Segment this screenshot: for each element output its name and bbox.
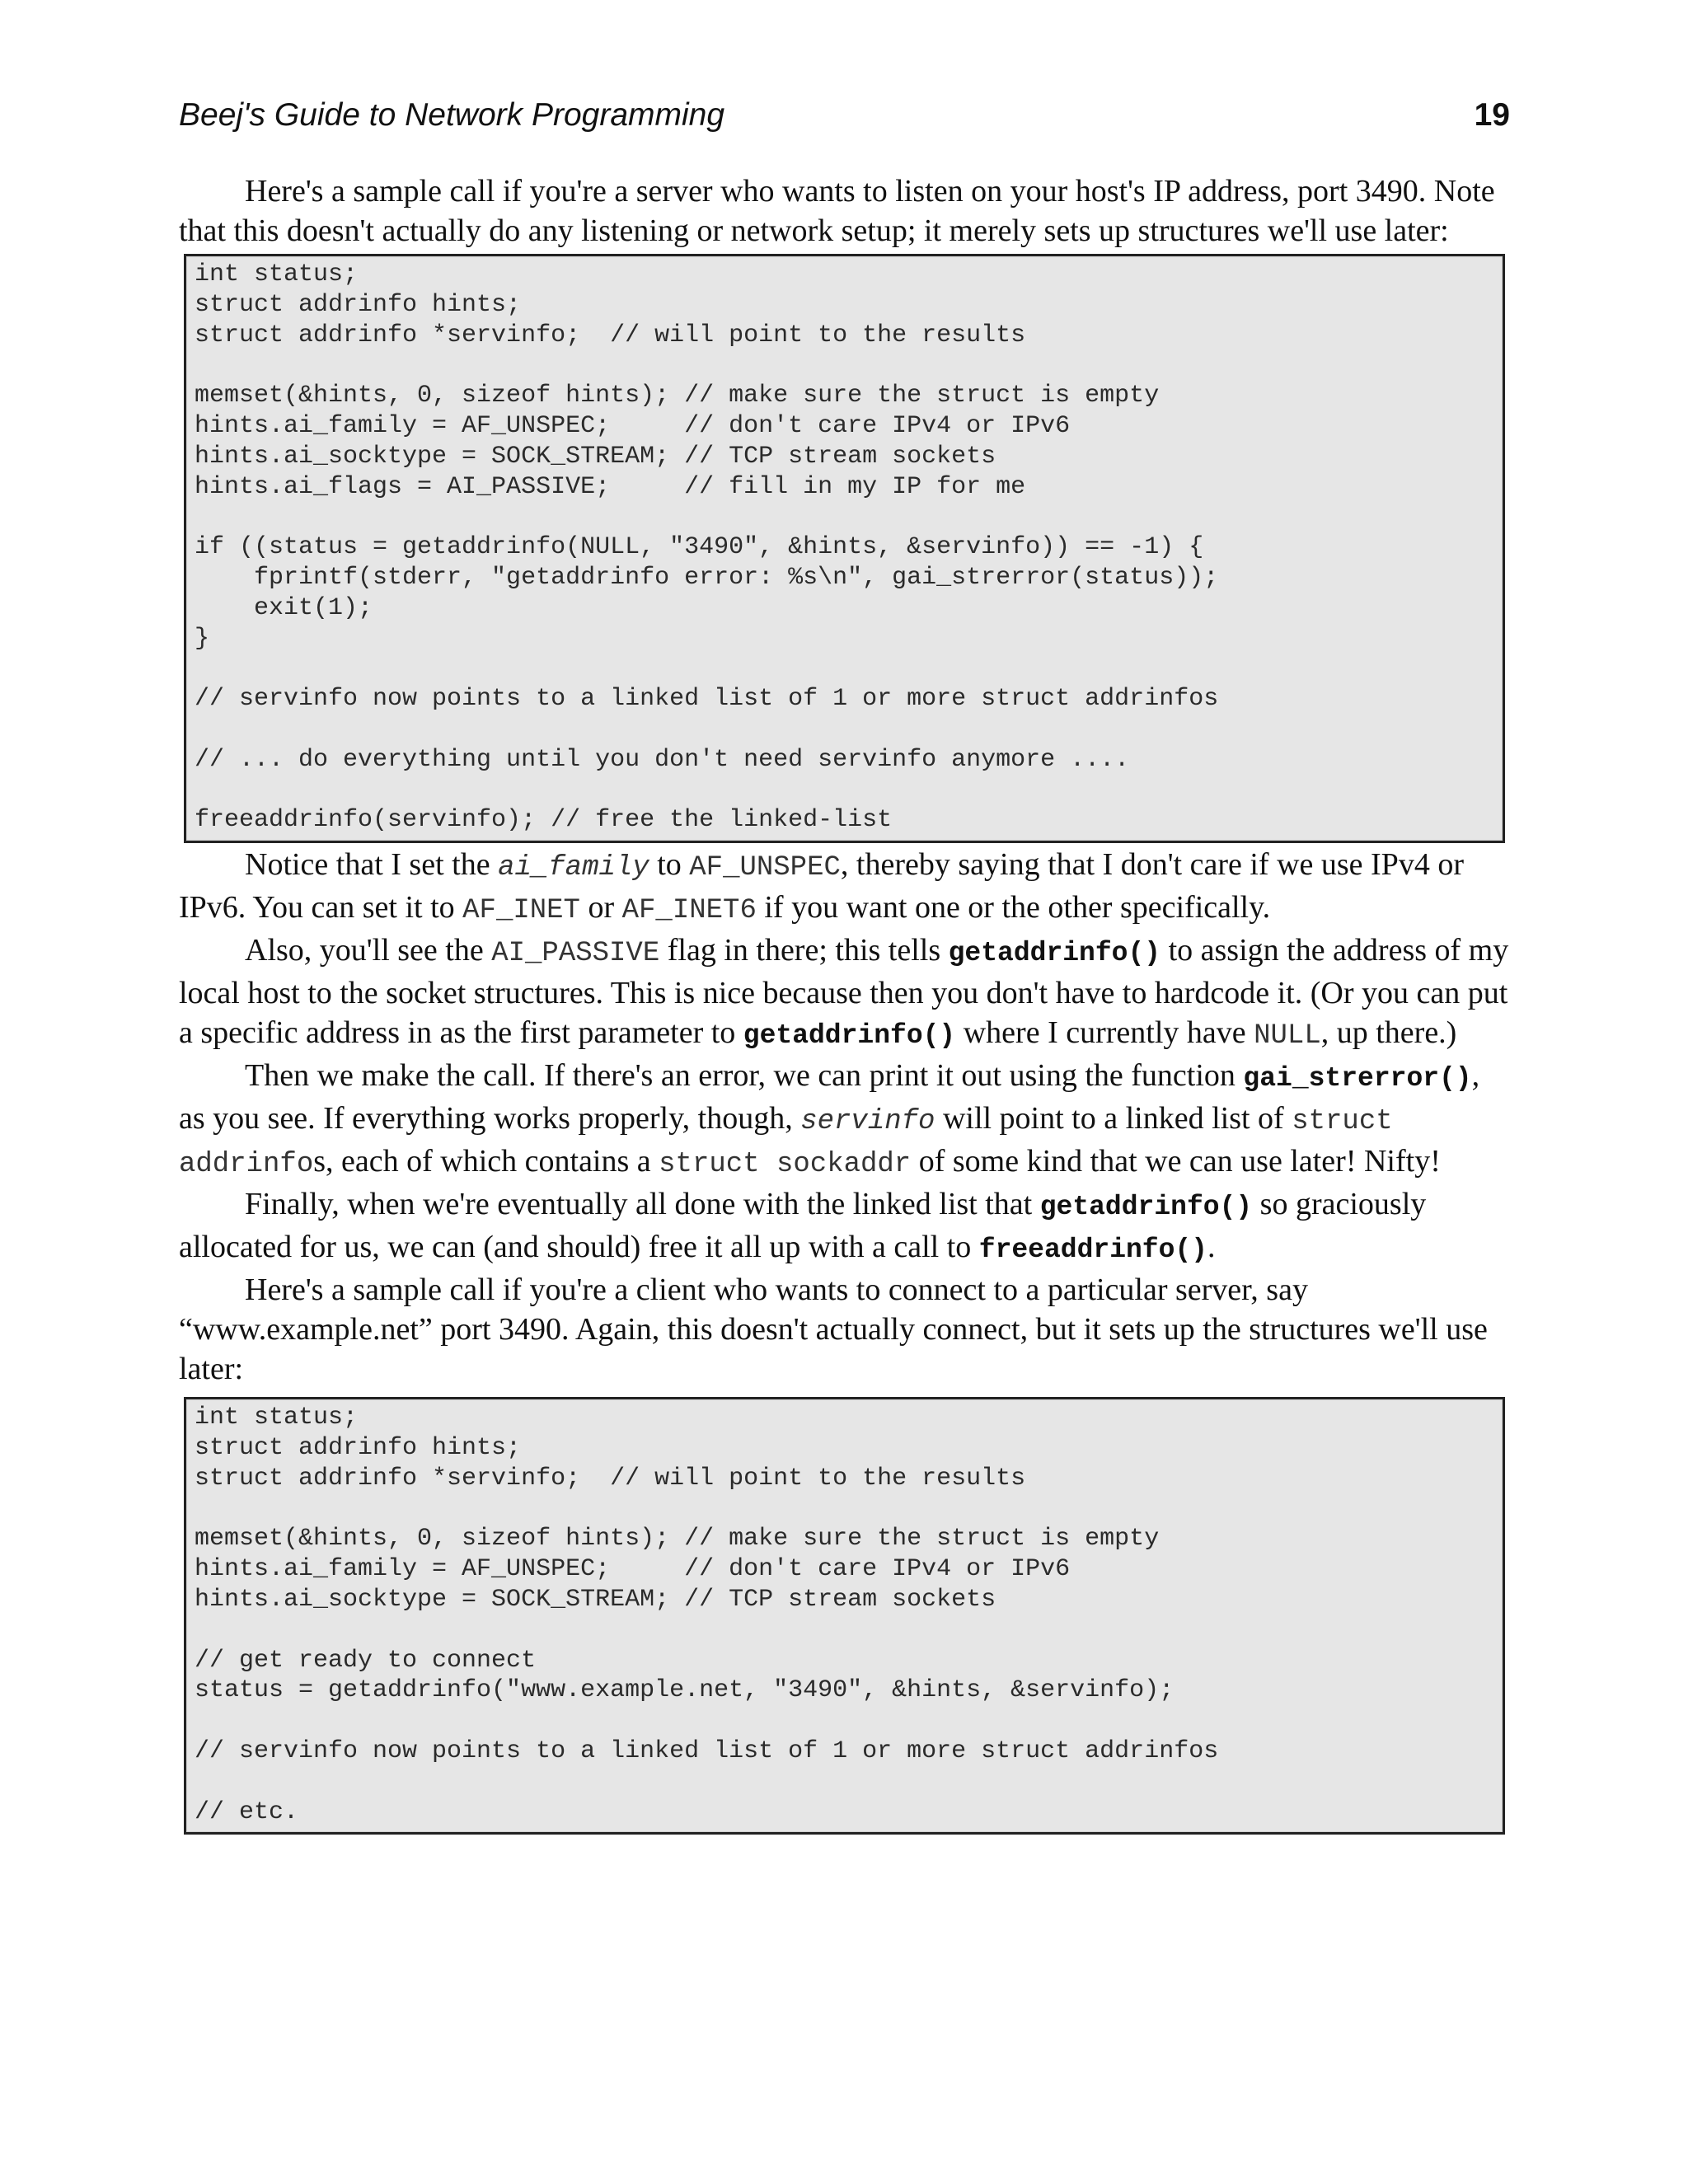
- inline-code-ai-family: ai_family: [498, 852, 649, 884]
- text-run: if you want one or the other specifically.: [756, 890, 1271, 926]
- function-name-getaddrinfo: getaddrinfo(): [1039, 1192, 1253, 1223]
- inline-code-null: NULL: [1254, 1020, 1321, 1052]
- inline-code-servinfo: servinfo: [800, 1106, 935, 1138]
- text-run: flag in there; this tells: [659, 933, 949, 968]
- inline-code-af-inet: AF_INET: [462, 895, 580, 927]
- text-run: , up there.): [1320, 1015, 1457, 1051]
- function-name-freeaddrinfo: freeaddrinfo(): [978, 1235, 1208, 1266]
- function-name-gai-strerror: gai_strerror(): [1243, 1063, 1472, 1094]
- paragraph-make-call: [179, 1056, 1510, 1184]
- function-name-getaddrinfo: getaddrinfo(): [743, 1020, 956, 1052]
- page-number: 19: [1474, 97, 1510, 133]
- text-run: to: [649, 847, 690, 883]
- text-run: so graciously allocated for us, we can (and should) free it all up with a call to: [179, 1187, 1427, 1265]
- paragraph-server-intro: Here's a sample call if you're a server who wants to listen on your host's IP address, port 3490. Note that this doesn't actually do any listening or network setup; it merely sets up structures we'll use later:: [179, 174, 1495, 248]
- text-run: , thereby saying that I don't care if we use IPv4 or IPv6. You can set it to: [179, 847, 1464, 926]
- inline-code-ai-passive: AI_PASSIVE: [491, 938, 660, 970]
- text-run: Notice that I set the: [245, 847, 499, 883]
- page-content: [179, 171, 1510, 1835]
- function-name-getaddrinfo: getaddrinfo(): [948, 938, 1161, 969]
- text-run: Finally, when we're eventually all done with the linked list that: [245, 1187, 1040, 1222]
- text-run: will point to a linked list of: [935, 1101, 1292, 1137]
- code-block-client: [184, 1397, 1505, 1835]
- paragraph-ai-family: [179, 845, 1510, 930]
- text-run: s, each of which contains a: [313, 1144, 659, 1179]
- text-run: or: [579, 890, 622, 926]
- page-header: [179, 91, 1510, 140]
- inline-code-af-inet6: AF_INET6: [621, 895, 757, 927]
- text-run: of some kind that we can use later! Nifty!: [911, 1144, 1441, 1179]
- paragraph-client-intro: Here's a sample call if you're a client who wants to connect to a particular server, say “www.example.net” port 3490. Again, this doesn't actually connect, but it sets up the structures we'll use later:: [179, 1272, 1488, 1387]
- inline-code-af-unspec: AF_UNSPEC: [689, 852, 841, 884]
- code-listing-client: int status; struct addrinfo hints; struct addrinfo *servinfo; // will point to the results memset(&hints, 0, sizeof hints); // make sure the struct is empty hints.ai_family = AF_UNSPEC; // don't care IPv4 or IPv6 hints.ai_socktype = SOCK_STREAM; // TCP stream sockets // get ready to connect status = getaddrinfo("www.example.net, "3490", &hints, &servinfo); // servinfo now points to a linked list of 1 or more struct addrinfos // etc.: [195, 1404, 1219, 1826]
- code-block-server: [184, 254, 1505, 843]
- text-run: .: [1207, 1230, 1216, 1265]
- text-run: Also, you'll see the: [245, 933, 492, 968]
- text-run: Then we make the call. If there's an error, we can print it out using the function: [245, 1058, 1244, 1094]
- inline-code-struct-addrinfo: struct addrinfo: [179, 1106, 1393, 1181]
- code-listing-server: int status; struct addrinfo hints; struct addrinfo *servinfo; // will point to the results memset(&hints, 0, sizeof hints); // make sure the struct is empty hints.ai_family = AF_UNSPEC; // don't care IPv4 or IPv6 hints.ai_socktype = SOCK_STREAM; // TCP stream sockets hints.ai_flags = AI_PASSIVE; // fill in my IP for me if ((status = getaddrinfo(NULL, "3490", &hints, &servinfo)) == -1) { fprintf(stderr, "getaddrinfo error: %s\n", gai_strerror(status)); exit(1); } // servinfo now points to a linked list of 1 or more struct addrinfos // ... do everything until you don't need servinfo anymore .... freeaddrinfo(servinfo); // free the linked-list: [195, 260, 1219, 835]
- text-run: to assign the address of my local host to the socket structures. This is nice because then you don't have to hardcode it. (Or you can put a specific address in as the first parameter to: [179, 933, 1509, 1051]
- paragraph-freeaddrinfo: [179, 1184, 1510, 1270]
- text-run: where I currently have: [955, 1015, 1254, 1051]
- inline-code-struct-sockaddr: struct sockaddr: [659, 1149, 912, 1181]
- running-title: Beej's Guide to Network Programming: [179, 97, 725, 133]
- paragraph-ai-passive: [179, 930, 1510, 1056]
- text-run: , as you see. If everything works properly, though,: [179, 1058, 1480, 1137]
